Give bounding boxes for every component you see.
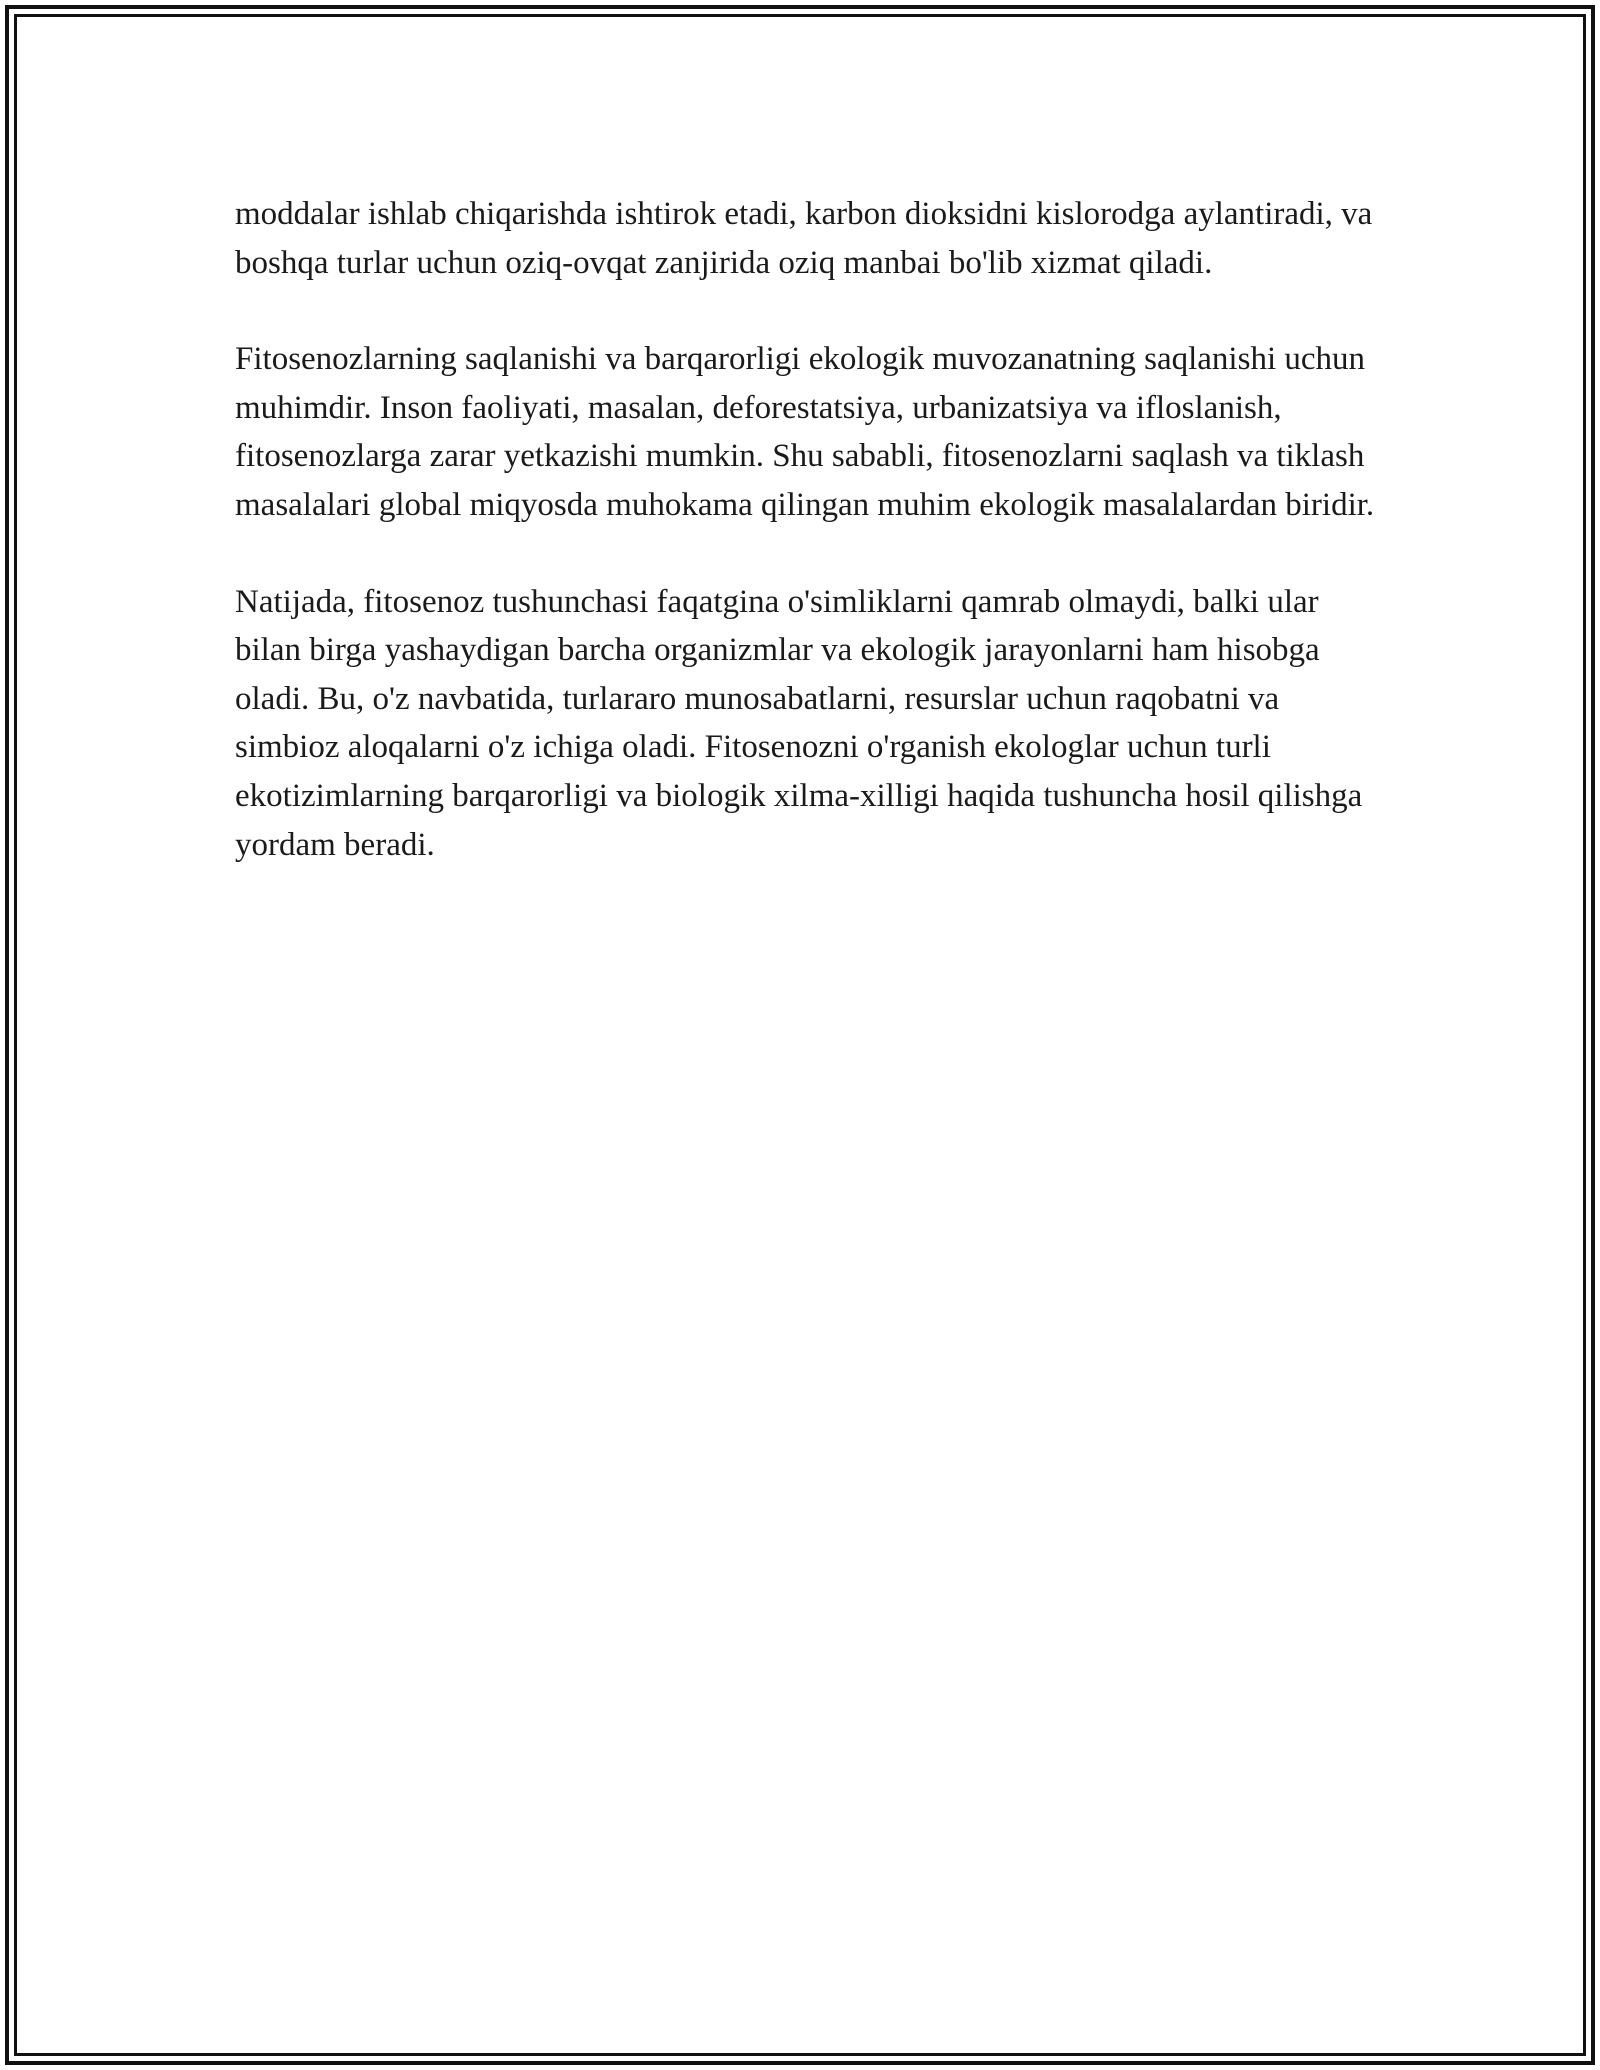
paragraph-1: moddalar ishlab chiqarishda ishtirok etadi, karbon dioksidni kislorodga aylantiradi, va boshqa turlar uchun oziq-ovqat zanjirida oziq manbai bo'lib xizmat qiladi. [235, 196, 1373, 281]
document-body [235, 190, 1375, 917]
paragraph-3: Natijada, fitosenoz tushunchasi faqatgina o'simliklarni qamrab olmaydi, balki ular bilan birga yashaydigan barcha organizmlar va ekologik jarayonlarni ham hisobga oladi. Bu, o'z navbatida, turlararo munosabatlarni, resurslar uchun raqobatni va simbioz aloqalarni o'z ichiga oladi. Fitosenozni o'rganish ekologlar uchun turli ekotizimlarning barqarorligi va biologik xilma-xilligi haqida tushuncha hosil qilishga yordam beradi. [235, 583, 1363, 863]
paragraph-2: Fitosenozlarning saqlanishi va barqarorligi ekologik muvozanatning saqlanishi uchun muhimdir. Inson faoliyati, masalan, deforestatsiya, urbanizatsiya va ifloslanish, fitosenozlarga zarar yetkazishi mumkin. Shu sababli, fitosenozlarni saqlash va tiklash masalalari global miqyosda muhokama qilingan muhim ekologik masalalardan biridir. [235, 341, 1375, 523]
